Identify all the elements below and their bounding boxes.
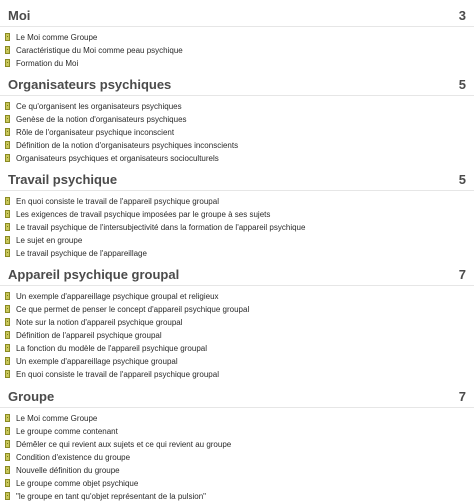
document-icon (5, 292, 10, 300)
document-icon (5, 479, 10, 487)
document-icon (5, 236, 10, 244)
document-icon (5, 33, 10, 41)
document-icon (5, 357, 10, 365)
item-label[interactable]: Définition de la notion d'organisateurs psychiques inconscients (16, 141, 239, 150)
section-title[interactable]: Organisateurs psychiques (8, 77, 172, 92)
document-icon (5, 249, 10, 257)
item-label[interactable]: Ce qu'organisent les organisateurs psychiques (16, 102, 182, 111)
item-label[interactable]: Un exemple d'appareillage psychique groupal et religieux (16, 292, 219, 301)
item-label[interactable]: Le groupe comme contenant (16, 427, 118, 436)
item-label[interactable]: Le groupe comme objet psychique (16, 479, 139, 488)
item-label[interactable]: Nouvelle définition du groupe (16, 466, 120, 475)
document-icon (5, 102, 10, 110)
section-title[interactable]: Moi (8, 8, 31, 23)
section-organisateurs-psychiques (0, 77, 474, 163)
document-icon (5, 115, 10, 123)
section-divider (0, 26, 474, 27)
document-icon (5, 331, 10, 339)
section-count: 5 (458, 77, 466, 92)
section-header[interactable] (0, 172, 474, 188)
section-count: 3 (458, 8, 466, 23)
document-icon (5, 440, 10, 448)
item-label[interactable]: Le travail psychique de l'appareillage (16, 249, 147, 258)
document-icon (5, 59, 10, 67)
section-appareil-psychique-groupal (0, 267, 474, 379)
section-header[interactable] (0, 267, 474, 283)
item-label[interactable]: Note sur la notion d'appareil psychique groupal (16, 318, 183, 327)
section-moi (0, 8, 474, 68)
document-icon (5, 154, 10, 162)
item-label[interactable]: En quoi consiste le travail de l'appareil psychique groupal (16, 370, 219, 379)
document-icon (5, 427, 10, 435)
item-label[interactable]: Un exemple d'appareillage psychique groupal (16, 357, 178, 366)
section-title[interactable]: Appareil psychique groupal (8, 267, 180, 282)
item-label[interactable]: Formation du Moi (16, 59, 79, 68)
section-header[interactable] (0, 77, 474, 93)
section-divider (0, 190, 474, 191)
item-label[interactable]: Condition d'existence du groupe (16, 453, 131, 462)
document-icon (5, 223, 10, 231)
section-count: 7 (458, 389, 466, 404)
document-icon (5, 141, 10, 149)
section-divider (0, 285, 474, 286)
document-icon (5, 197, 10, 205)
item-label[interactable]: "le groupe en tant qu'objet représentant de la pulsion" (16, 492, 207, 501)
item-label[interactable]: Le Moi comme Groupe (16, 33, 98, 42)
item-label[interactable]: Les exigences de travail psychique imposées par le groupe à ses sujets (16, 210, 271, 219)
document-icon (5, 453, 10, 461)
document-icon (5, 466, 10, 474)
document-icon (5, 370, 10, 378)
document-icon (5, 414, 10, 422)
document-icon (5, 210, 10, 218)
item-label[interactable]: Démêler ce qui revient aux sujets et ce qui revient au groupe (16, 440, 232, 449)
section-travail-psychique (0, 172, 474, 258)
document-icon (5, 344, 10, 352)
item-label[interactable]: La fonction du modèle de l'appareil psychique groupal (16, 344, 207, 353)
item-label[interactable]: Définition de l'appareil psychique groupal (16, 331, 162, 340)
item-label[interactable]: En quoi consiste le travail de l'appareil psychique groupal (16, 197, 219, 206)
section-groupe (0, 389, 474, 501)
document-icon (5, 46, 10, 54)
item-label[interactable]: Ce que permet de penser le concept d'appareil psychique groupal (16, 305, 250, 314)
document-icon (5, 305, 10, 313)
section-header[interactable] (0, 389, 474, 405)
section-divider (0, 95, 474, 96)
section-title[interactable]: Groupe (8, 389, 55, 404)
section-count: 7 (458, 267, 466, 282)
section-divider (0, 407, 474, 408)
section-header[interactable] (0, 8, 474, 24)
item-label[interactable]: Le sujet en groupe (16, 236, 83, 245)
document-icon (5, 128, 10, 136)
item-label[interactable]: Le travail psychique de l'intersubjectivité dans la formation de l'appareil psychique (16, 223, 306, 232)
section-title[interactable]: Travail psychique (8, 172, 118, 187)
item-label[interactable]: Rôle de l'organisateur psychique inconscient (16, 128, 175, 137)
item-label[interactable]: Genèse de la notion d'organisateurs psychiques (16, 115, 187, 124)
item-label[interactable]: Caractéristique du Moi comme peau psychique (16, 46, 183, 55)
item-label[interactable]: Le Moi comme Groupe (16, 414, 98, 423)
section-count: 5 (458, 172, 466, 187)
document-icon (5, 318, 10, 326)
item-label[interactable]: Organisateurs psychiques et organisateurs socioculturels (16, 154, 219, 163)
